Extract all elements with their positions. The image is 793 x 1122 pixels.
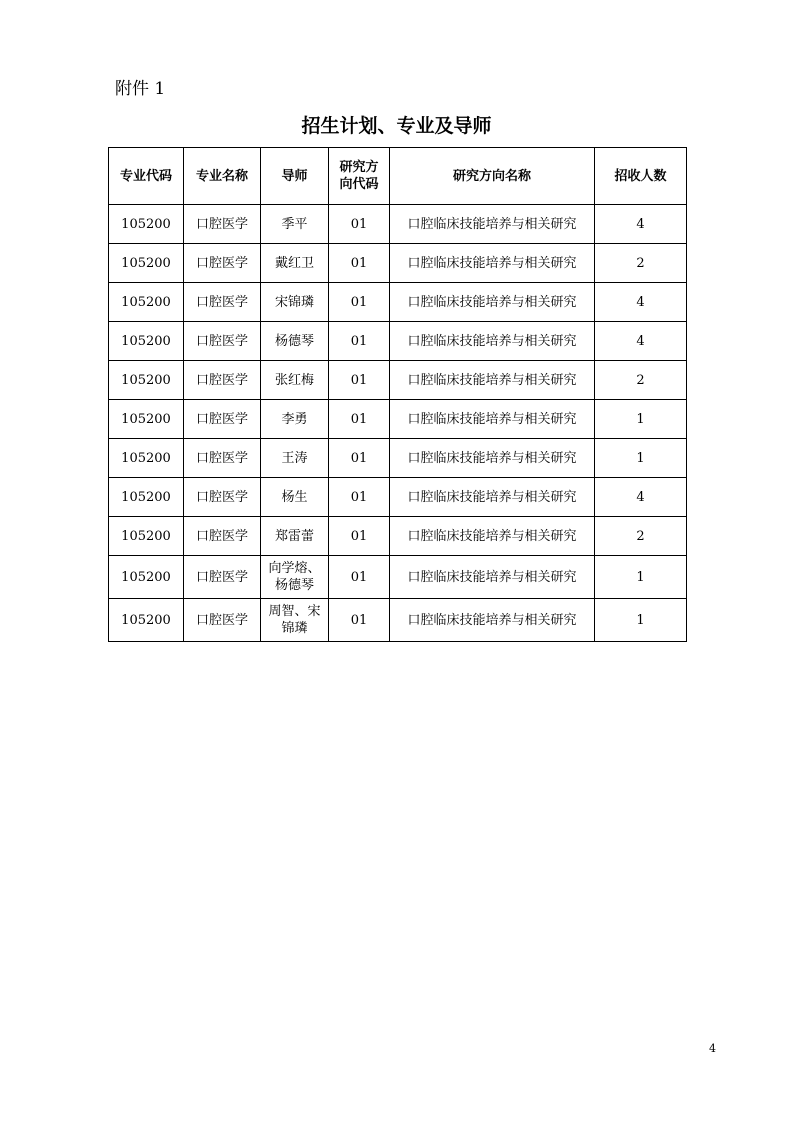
cell-major-name: 口腔医学 [184,517,261,556]
page-number: 4 [709,1042,716,1055]
table-row [109,322,687,361]
table-row [109,556,687,599]
cell-enrollment-count: 1 [595,400,687,439]
table-row [109,205,687,244]
cell-direction-name: 口腔临床技能培养与相关研究 [390,478,595,517]
cell-major-code: 105200 [109,478,184,517]
table-row [109,400,687,439]
table-row [109,517,687,556]
table-row [109,244,687,283]
cell-supervisor: 王涛 [261,439,329,478]
cell-major-code: 105200 [109,599,184,642]
table-row [109,439,687,478]
table-header-row [109,148,687,205]
cell-supervisor: 张红梅 [261,361,329,400]
cell-direction-name: 口腔临床技能培养与相关研究 [390,322,595,361]
cell-direction-code: 01 [329,244,390,283]
cell-major-code: 105200 [109,205,184,244]
cell-major-code: 105200 [109,361,184,400]
cell-direction-name: 口腔临床技能培养与相关研究 [390,283,595,322]
header-major-name: 专业名称 [184,148,261,205]
cell-direction-name: 口腔临床技能培养与相关研究 [390,517,595,556]
cell-direction-name: 口腔临床技能培养与相关研究 [390,599,595,642]
cell-enrollment-count: 4 [595,478,687,517]
cell-major-name: 口腔医学 [184,478,261,517]
cell-supervisor: 季平 [261,205,329,244]
cell-direction-name: 口腔临床技能培养与相关研究 [390,439,595,478]
cell-major-code: 105200 [109,400,184,439]
cell-major-code: 105200 [109,322,184,361]
cell-major-name: 口腔医学 [184,205,261,244]
document-title: 招生计划、专业及导师 [301,115,492,137]
cell-direction-name: 口腔临床技能培养与相关研究 [390,205,595,244]
header-supervisor: 导师 [261,148,329,205]
cell-supervisor: 戴红卫 [261,244,329,283]
cell-enrollment-count: 4 [595,205,687,244]
cell-major-code: 105200 [109,244,184,283]
cell-supervisor: 郑雷蕾 [261,517,329,556]
cell-direction-code: 01 [329,439,390,478]
cell-supervisor: 杨生 [261,478,329,517]
table-row [109,361,687,400]
cell-major-code: 105200 [109,439,184,478]
cell-major-name: 口腔医学 [184,400,261,439]
cell-enrollment-count: 2 [595,361,687,400]
cell-direction-code: 01 [329,283,390,322]
cell-major-code: 105200 [109,556,184,599]
cell-enrollment-count: 4 [595,322,687,361]
header-direction-code: 研究方 向代码 [329,148,390,205]
cell-major-code: 105200 [109,517,184,556]
cell-enrollment-count: 4 [595,283,687,322]
cell-major-name: 口腔医学 [184,361,261,400]
cell-enrollment-count: 2 [595,517,687,556]
cell-major-name: 口腔医学 [184,283,261,322]
cell-major-name: 口腔医学 [184,322,261,361]
header-direction-name: 研究方向名称 [390,148,595,205]
cell-supervisor: 李勇 [261,400,329,439]
cell-major-code: 105200 [109,283,184,322]
cell-direction-name: 口腔临床技能培养与相关研究 [390,244,595,283]
attachment-label: 附件 1 [115,79,166,99]
cell-supervisor: 宋锦璘 [261,283,329,322]
cell-direction-code: 01 [329,400,390,439]
cell-enrollment-count: 2 [595,244,687,283]
enrollment-plan-table [108,147,687,642]
cell-direction-code: 01 [329,361,390,400]
cell-major-name: 口腔医学 [184,244,261,283]
header-enrollment-count: 招收人数 [595,148,687,205]
cell-enrollment-count: 1 [595,599,687,642]
cell-direction-code: 01 [329,517,390,556]
table-row [109,283,687,322]
cell-supervisor: 向学熔、 杨德琴 [261,556,329,599]
cell-direction-name: 口腔临床技能培养与相关研究 [390,556,595,599]
cell-direction-code: 01 [329,205,390,244]
cell-direction-name: 口腔临床技能培养与相关研究 [390,400,595,439]
table-row [109,599,687,642]
cell-supervisor: 杨德琴 [261,322,329,361]
cell-direction-code: 01 [329,599,390,642]
cell-major-name: 口腔医学 [184,439,261,478]
header-major-code: 专业代码 [109,148,184,205]
cell-major-name: 口腔医学 [184,556,261,599]
cell-direction-code: 01 [329,322,390,361]
cell-enrollment-count: 1 [595,439,687,478]
cell-enrollment-count: 1 [595,556,687,599]
table-row [109,478,687,517]
cell-direction-code: 01 [329,556,390,599]
cell-supervisor: 周智、宋 锦璘 [261,599,329,642]
cell-major-name: 口腔医学 [184,599,261,642]
cell-direction-name: 口腔临床技能培养与相关研究 [390,361,595,400]
cell-direction-code: 01 [329,478,390,517]
